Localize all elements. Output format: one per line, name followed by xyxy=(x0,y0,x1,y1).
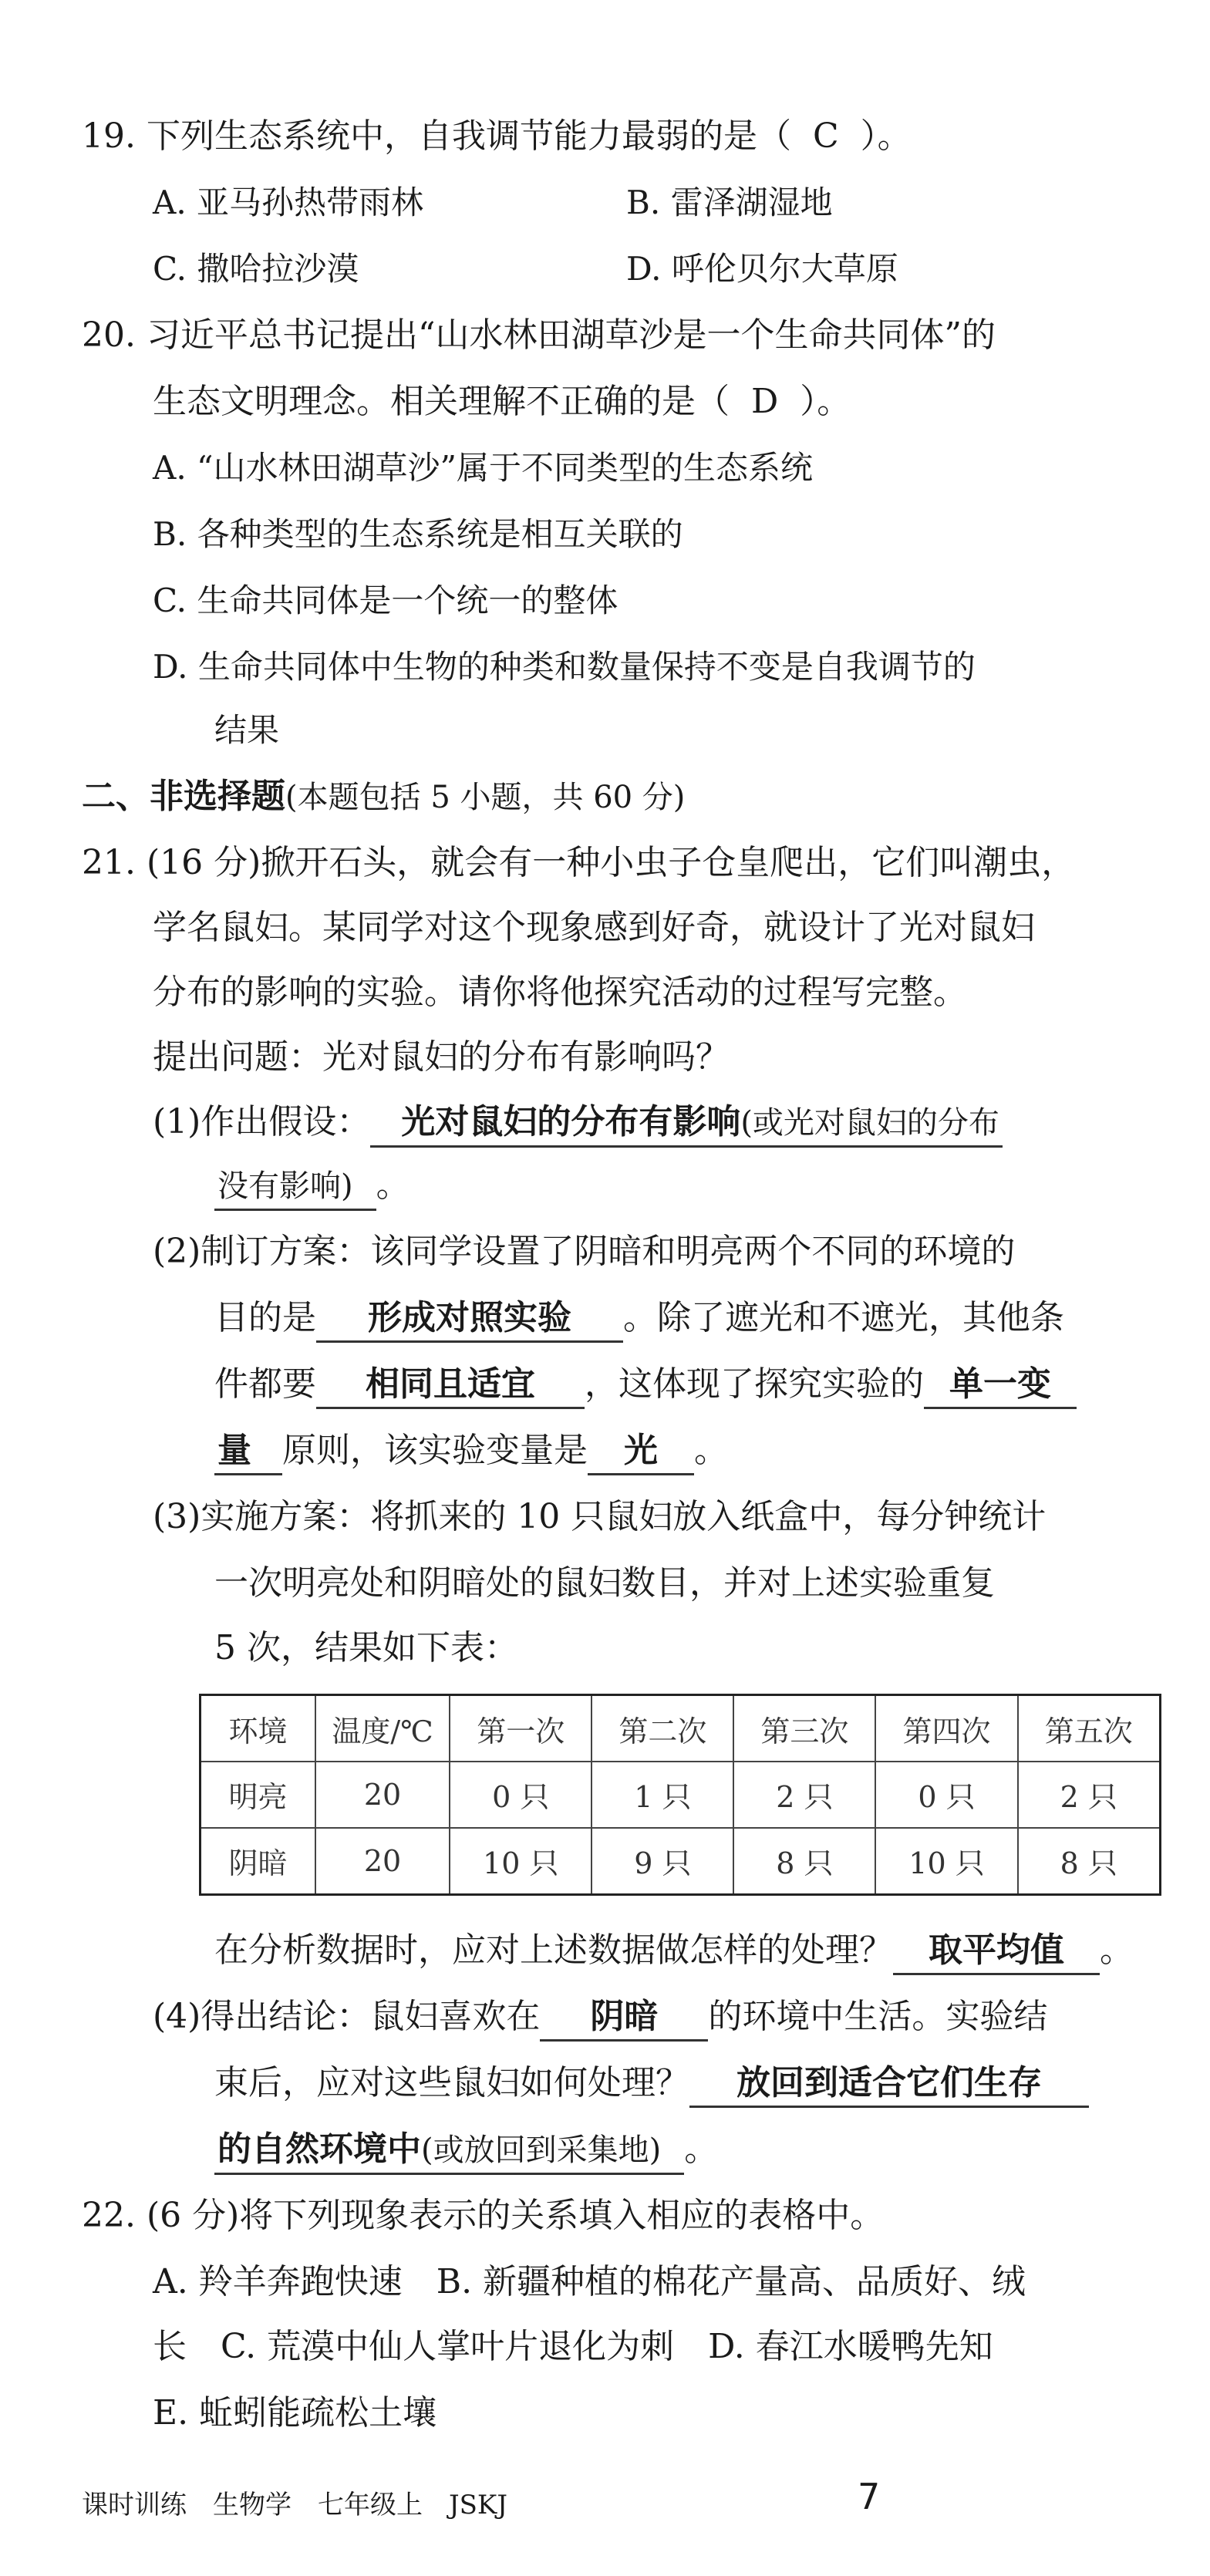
q21-part2-end: 。 xyxy=(694,1431,728,1470)
q21-question: 提出问题：光对鼠妇的分布有影响吗？ xyxy=(153,1037,730,1077)
q21-part2-answer2: 相同且适宜 xyxy=(316,1362,585,1409)
q21-part1-answer-cont xyxy=(214,1164,376,1211)
q21-part1-answer-note2: 没有影响) xyxy=(217,1168,353,1204)
q21-part1-answer-note: (或光对鼠妇的分布 xyxy=(740,1105,999,1141)
table-cell: 0 只 xyxy=(450,1762,592,1828)
table-header-cell: 第二次 xyxy=(592,1695,733,1762)
table-cell: 2 只 xyxy=(733,1762,875,1828)
table-cell: 20 xyxy=(315,1828,450,1895)
q21-part4-line2 xyxy=(214,2059,1089,2108)
q19-stem-end: ）。 xyxy=(860,116,912,156)
q20-option-d-cont: 结果 xyxy=(214,711,280,749)
section-title xyxy=(82,773,685,821)
q21-part4-end: 。 xyxy=(684,2129,719,2169)
table-header-row xyxy=(201,1695,1161,1762)
q21-part4-answer2-text: 的自然环境中 xyxy=(217,2129,421,2169)
footer-text: 课时训练 生物学 七年级上 JSKJ xyxy=(82,2490,507,2520)
table-header-cell: 温度/℃ xyxy=(315,1695,450,1762)
q21-part2-mid4: 原则，该实验变量是 xyxy=(282,1431,588,1470)
q21-line1: 21. (16 分)掀开石头，就会有一种小虫子仓皇爬出，它们叫潮虫， xyxy=(82,843,1076,882)
table-cell: 阴暗 xyxy=(201,1828,315,1895)
table-header-cell: 第四次 xyxy=(875,1695,1017,1762)
table-cell: 8 只 xyxy=(733,1828,875,1895)
q21-part4-answer2-note: (或放回到采集地) xyxy=(421,2133,662,2168)
table-cell: 10 只 xyxy=(875,1828,1017,1895)
q21-part4-pre: (4)得出结论：鼠妇喜欢在 xyxy=(153,1997,541,2036)
q21-part2-answer1: 形成对照实验 xyxy=(316,1296,623,1343)
table-row xyxy=(201,1828,1161,1895)
q20-line2-text: 生态文明理念。相关理解不正确的是（ xyxy=(153,382,730,421)
q21-part2-answer3-cont: 量 xyxy=(214,1428,282,1475)
page-number: 7 xyxy=(858,2476,881,2517)
q21-part1-answer-text: 光对鼠妇的分布有影响 xyxy=(401,1102,741,1141)
table-cell: 0 只 xyxy=(875,1762,1017,1828)
table-cell: 1 只 xyxy=(592,1762,733,1828)
table-cell: 明亮 xyxy=(201,1762,315,1828)
q21-part4-answer1: 阴暗 xyxy=(540,1994,708,2042)
q21-part1 xyxy=(153,1098,1003,1148)
q22-line3: 长 C. 荒漠中仙人掌叶片退化为刺 D. 春江水暖鸭先知 xyxy=(153,2327,993,2366)
q21-part2-pre: 目的是 xyxy=(214,1298,316,1337)
q21-line3: 分布的影响的实验。请你将他探究活动的过程写完整。 xyxy=(153,973,967,1012)
q20-option-c: C. 生命共同体是一个统一的整体 xyxy=(153,582,618,619)
table-cell: 10 只 xyxy=(450,1828,592,1895)
q21-part3-line1: (3)实施方案：将抓来的 10 只鼠妇放入纸盒中，每分钟统计 xyxy=(153,1497,1047,1536)
q21-part2-line2 xyxy=(214,1294,1064,1343)
q20-line2-end: ）。 xyxy=(800,382,851,421)
q21-part3-line3: 5 次，结果如下表： xyxy=(214,1628,518,1667)
q21-part1-prefix: (1)作出假设： xyxy=(153,1102,371,1141)
q19-option-c: C. 撒哈拉沙漠 xyxy=(153,250,359,288)
table-header-cell: 第三次 xyxy=(733,1695,875,1762)
q21-part2-pre3: 件都要 xyxy=(214,1364,316,1404)
table-header-cell: 第五次 xyxy=(1018,1695,1161,1762)
results-table xyxy=(199,1694,1161,1896)
q20-line1: 20. 习近平总书记提出“山水林田湖草沙是一个生命共同体”的 xyxy=(82,315,996,355)
q21-part2-mid3: ，这体现了探究实验的 xyxy=(585,1364,924,1404)
q20-line2 xyxy=(153,378,851,426)
q21-part3-line2: 一次明亮处和阴暗处的鼠妇数目，并对上述实验重复 xyxy=(214,1563,995,1603)
q21-part1-answer xyxy=(370,1100,1003,1148)
q21-part4-answer2-cont xyxy=(214,2127,684,2175)
q19-option-d: D. 呼伦贝尔大草原 xyxy=(626,250,898,288)
q21-part2-line4 xyxy=(214,1427,728,1475)
q20-option-a: A. “山水林田湖草沙”属于不同类型的生态系统 xyxy=(153,449,813,487)
q21-part2-answer4: 光 xyxy=(588,1428,694,1475)
table-cell: 9 只 xyxy=(592,1828,733,1895)
q20-option-b: B. 各种类型的生态系统是相互关联的 xyxy=(153,515,683,553)
q21-part2-line1: (2)制订方案：该同学设置了阴暗和明亮两个不同的环境的 xyxy=(153,1232,1016,1271)
table-cell: 8 只 xyxy=(1018,1828,1161,1895)
q21-part2-answer3: 单一变 xyxy=(924,1362,1077,1409)
q19-answer: C xyxy=(812,116,839,156)
q21-part4-line2-text: 束后，应对这些鼠妇如何处理？ xyxy=(214,2063,689,2102)
q22-line2: A. 羚羊奔跑快速 B. 新疆种植的棉花产量高、品质好、绒 xyxy=(153,2262,1026,2301)
q21-part4-line3 xyxy=(214,2126,718,2175)
q21-part3-after xyxy=(214,1927,1134,1975)
table-cell: 20 xyxy=(315,1762,450,1828)
q19-option-a: A. 亚马孙热带雨林 xyxy=(153,184,424,221)
q21-part4-answer2: 放回到适合它们生存 xyxy=(689,2061,1089,2108)
q21-part4-mid: 的环境中生活。实验结 xyxy=(708,1997,1048,2036)
q22-line4: E. 蚯蚓能疏松土壤 xyxy=(153,2393,437,2433)
q19-option-b: B. 雷泽湖湿地 xyxy=(626,184,833,221)
table-row xyxy=(201,1762,1161,1828)
q21-part1-cont xyxy=(214,1162,410,1211)
q21-part1-end: 。 xyxy=(376,1165,410,1205)
q21-part3-after-text: 在分析数据时，应对上述数据做怎样的处理？ xyxy=(214,1930,893,1970)
table-cell: 2 只 xyxy=(1018,1762,1161,1828)
q21-part3-answer: 取平均值 xyxy=(893,1928,1100,1975)
q20-answer: D xyxy=(751,382,779,421)
section-title-text: 二、非选择题 xyxy=(82,777,285,816)
q22-line1: 22. (6 分)将下列现象表示的关系填入相应的表格中。 xyxy=(82,2196,885,2235)
table-header-cell: 环境 xyxy=(201,1695,315,1762)
q21-part2-mid: 。除了遮光和不遮光，其他条 xyxy=(623,1298,1064,1337)
q21-part2-line3 xyxy=(214,1360,1077,1409)
q21-part4-line1 xyxy=(153,1993,1047,2042)
q21-part3-end: 。 xyxy=(1100,1930,1134,1970)
q19-stem xyxy=(82,113,912,160)
table-header-cell: 第一次 xyxy=(450,1695,592,1762)
section-note: (本题包括 5 小题，共 60 分) xyxy=(285,780,686,815)
q19-stem-text: 19. 下列生态系统中，自我调节能力最弱的是（ xyxy=(82,116,791,156)
q20-option-d: D. 生命共同体中生物的种类和数量保持不变是自我调节的 xyxy=(153,648,976,686)
q21-line2: 学名鼠妇。某同学对这个现象感到好奇，就设计了光对鼠妇 xyxy=(153,908,1035,947)
